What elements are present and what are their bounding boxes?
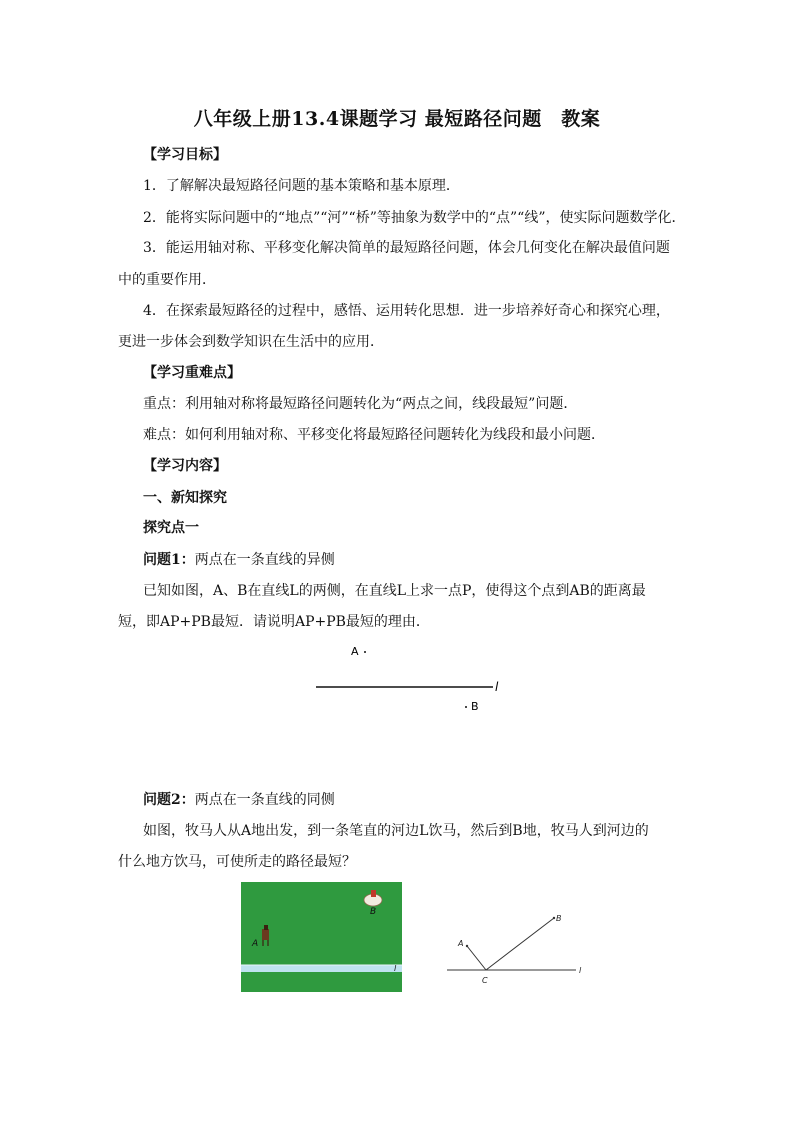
figure-2-segment-cb: [486, 918, 554, 970]
photo-point-a-label: A: [252, 939, 259, 949]
figure-1-line-label: l: [495, 680, 499, 694]
photo-point-b-label: B: [370, 907, 377, 917]
goal-item-2: 2．能将实际问题中的“地点”“河”“桥”等抽象为数学中的“点”“线”，使实际问题数学化．: [143, 210, 686, 226]
figure-2-point-b-label: B: [556, 914, 562, 923]
subsection-heading: 探究点一: [143, 520, 199, 536]
difficulty-point: 难点：如何利用轴对称、平移变化将最短路径问题转化为线段和最小问题．: [143, 427, 605, 443]
figure-2-segment-ac: [467, 946, 486, 970]
figure-2-point-b: [553, 917, 555, 919]
figure-2-point-c-label: C: [482, 976, 488, 985]
figure-2-line-label: l: [579, 966, 582, 975]
goal-item-4: 4．在探索最短路径的过程中，感悟、运用转化思想．进一步培养好奇心和探究心理，: [143, 303, 670, 319]
question-2-label: 问题2：: [143, 792, 195, 808]
goal-item-1: 1．了解解决最短路径问题的基本策略和基本原理．: [143, 178, 460, 194]
goal-item-4-cont: 更进一步体会到数学知识在生活中的应用．: [118, 334, 384, 350]
question-1-body-line-1: 已知如图，A、B在直线L的两侧，在直线L上求一点P，使得这个点到AB的距离最: [143, 583, 646, 599]
goal-item-3-cont: 中的重要作用．: [118, 272, 216, 288]
goal-item-3: 3．能运用轴对称、平移变化解决简单的最短路径问题，体会几何变化在解决最值问题: [143, 240, 670, 256]
section-heading: 一、新知探究: [143, 490, 227, 506]
question-2-text: 两点在一条直线的同侧: [194, 792, 335, 808]
photo-line-label: l: [394, 964, 397, 973]
figure-2-point-a-label: A: [458, 939, 464, 948]
content-heading: 【学习内容】: [143, 458, 227, 474]
question-2-body-line-1: 如图，牧马人从A地出发，到一条笔直的河边L饮马，然后到B地，牧马人到河边的: [143, 823, 649, 839]
key-points-heading: 【学习重难点】: [143, 365, 241, 381]
page-title: 八年级上册13.4课题学习 最短路径问题 教案: [193, 108, 601, 130]
figure-2-point-a: [466, 945, 468, 947]
figure-1-point-b-label: B: [471, 700, 479, 713]
key-point: 重点：利用轴对称将最短路径问题转化为“两点之间，线段最短”问题．: [143, 396, 578, 412]
question-1-label: 问题1：: [143, 552, 195, 568]
goals-heading: 【学习目标】: [143, 147, 227, 163]
question-1-body-line-2: 短，即AP+PB最短．请说明AP+PB最短的理由．: [118, 614, 430, 630]
question-2-body-line-2: 什么地方饮马，可使所走的路径最短？: [118, 854, 356, 870]
figure-1-point-a-label: A: [351, 645, 359, 658]
question-1-text: 两点在一条直线的异侧: [194, 552, 335, 568]
